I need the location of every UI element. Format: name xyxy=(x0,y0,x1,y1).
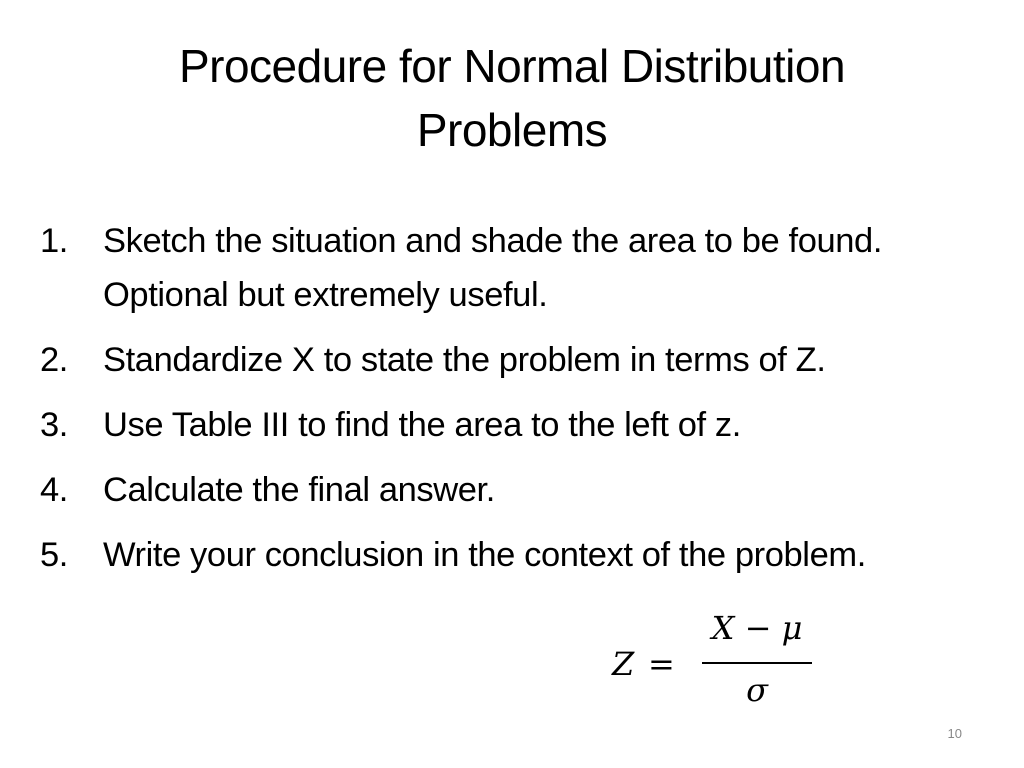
page-number: 10 xyxy=(947,726,962,741)
formula-equals: = xyxy=(648,645,675,683)
slide-title xyxy=(0,34,1024,162)
z-score-formula xyxy=(612,606,822,709)
formula-denominator: σ xyxy=(746,671,768,709)
step-number: 3. xyxy=(40,406,68,444)
step-text: Write your conclusion in the context of the problem. xyxy=(103,536,866,574)
step-item-1 xyxy=(40,214,1010,322)
step-number: 5. xyxy=(40,536,68,574)
step-text: Standardize X to state the problem in terms of Z. xyxy=(103,341,826,379)
step-item-4 xyxy=(40,463,1010,517)
step-item-2 xyxy=(40,333,1010,387)
slide-title-line-1: Procedure for Normal Distribution xyxy=(178,40,846,92)
formula-lhs: Z xyxy=(612,645,635,683)
step-number: 2. xyxy=(40,341,68,379)
step-item-3 xyxy=(40,398,1010,452)
fraction-bar xyxy=(702,662,812,664)
step-item-5 xyxy=(40,528,1010,582)
step-text: Use Table III to find the area to the left of z. xyxy=(103,406,741,444)
step-number: 1. xyxy=(40,222,68,260)
step-number: 4. xyxy=(40,471,68,509)
step-text: Calculate the final answer. xyxy=(103,471,495,509)
slide-title-line-2: Problems xyxy=(416,104,608,156)
formula-numerator: X − μ xyxy=(711,609,803,647)
step-text: Sketch the situation and shade the area to be found. Optional but extremely useful. xyxy=(103,222,883,314)
procedure-steps-list xyxy=(40,214,1010,593)
